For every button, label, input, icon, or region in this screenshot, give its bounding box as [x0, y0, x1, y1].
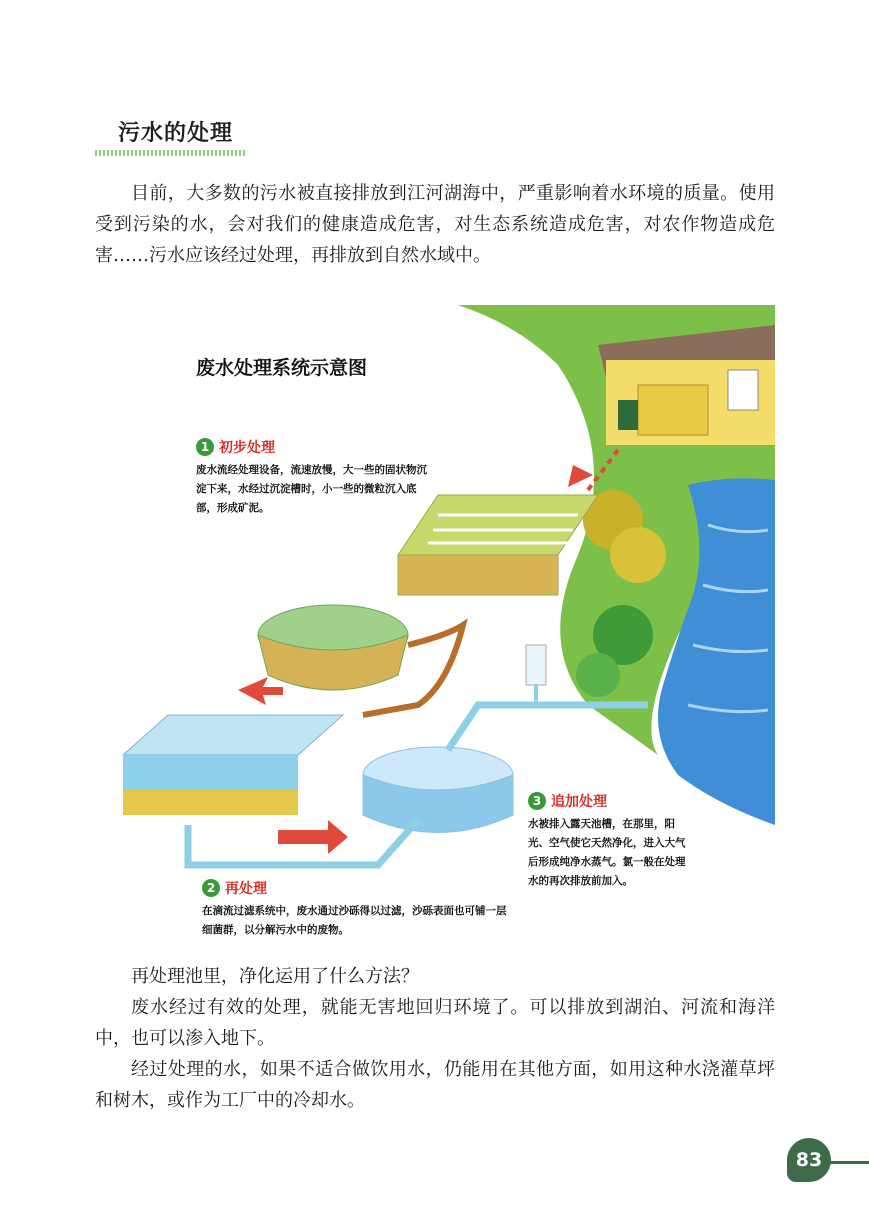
- step-tertiary: [528, 791, 688, 891]
- flow-arrow: [278, 820, 348, 854]
- title-underline: [95, 150, 245, 156]
- tree-crown: [610, 527, 666, 583]
- page-number: 83: [787, 1138, 831, 1182]
- step-description: 水被排入露天池槽，在那里，阳光、空气使它天然净化，进入大气后形成纯净水蒸气。氯一般在处理水的再次排放前加入。: [528, 818, 686, 887]
- step-number-badge: 3: [528, 792, 546, 810]
- flow-arrow: [238, 677, 283, 705]
- chlorine-tank: [526, 645, 546, 685]
- step-number-badge: 2: [202, 879, 220, 897]
- intro-paragraph: 目前，大多数的污水被直接排放到江河湖海中，严重影响着水环境的质量。使用受到污染的水，会对我们的健康造成危害，对生态系统造成危害，对农作物造成危害……污水应该经过处理，再排放到自然水域中。: [95, 183, 775, 266]
- page-line: [825, 1161, 869, 1164]
- section-title: 污水的处理: [118, 121, 234, 146]
- step-label: 初步处理: [219, 440, 275, 456]
- step-label: 再处理: [225, 881, 267, 897]
- step-description: 在滴流过滤系统中，废水通过沙砾得以过滤，沙砾表面也可铺一层细菌群，以分解污水中的废物。: [202, 905, 507, 936]
- filter-sand: [123, 790, 298, 815]
- question-paragraph: 再处理池里，净化运用了什么方法？: [131, 966, 419, 987]
- step-secondary: [202, 878, 512, 940]
- diagram-title: 废水处理系统示意图: [196, 357, 368, 379]
- house-window: [728, 370, 758, 410]
- filter-water: [123, 755, 298, 790]
- step-header: [202, 878, 512, 898]
- filter-top: [123, 715, 343, 755]
- wastewater-diagram: [118, 305, 775, 950]
- body-paragraph: 废水经过有效的处理，就能无害地回归环境了。可以排放到湖泊、河流和海洋中，也可以渗入地下。: [95, 997, 775, 1049]
- flow-arrow-head: [568, 465, 593, 487]
- step-primary: [196, 437, 436, 518]
- house-room: [638, 385, 708, 435]
- step-header: [528, 791, 688, 811]
- step-number-badge: 1: [196, 438, 214, 456]
- body-paragraph: 经过处理的水，如果不适合做饮用水，仍能用在其他方面，如用这种水浇灌草坪和树木，或作为工厂中的冷却水。: [95, 1059, 775, 1111]
- step-description: 废水流经处理设备，流速放慢，大一些的固状物沉淀下来，水经过沉淀槽时，小一些的微粒沉入底部，形成矿泥。: [196, 464, 427, 514]
- step-header: [196, 437, 436, 457]
- house-tank: [618, 400, 638, 430]
- settling-tank-body: [398, 555, 558, 595]
- bush: [576, 653, 620, 697]
- step-label: 追加处理: [551, 794, 607, 810]
